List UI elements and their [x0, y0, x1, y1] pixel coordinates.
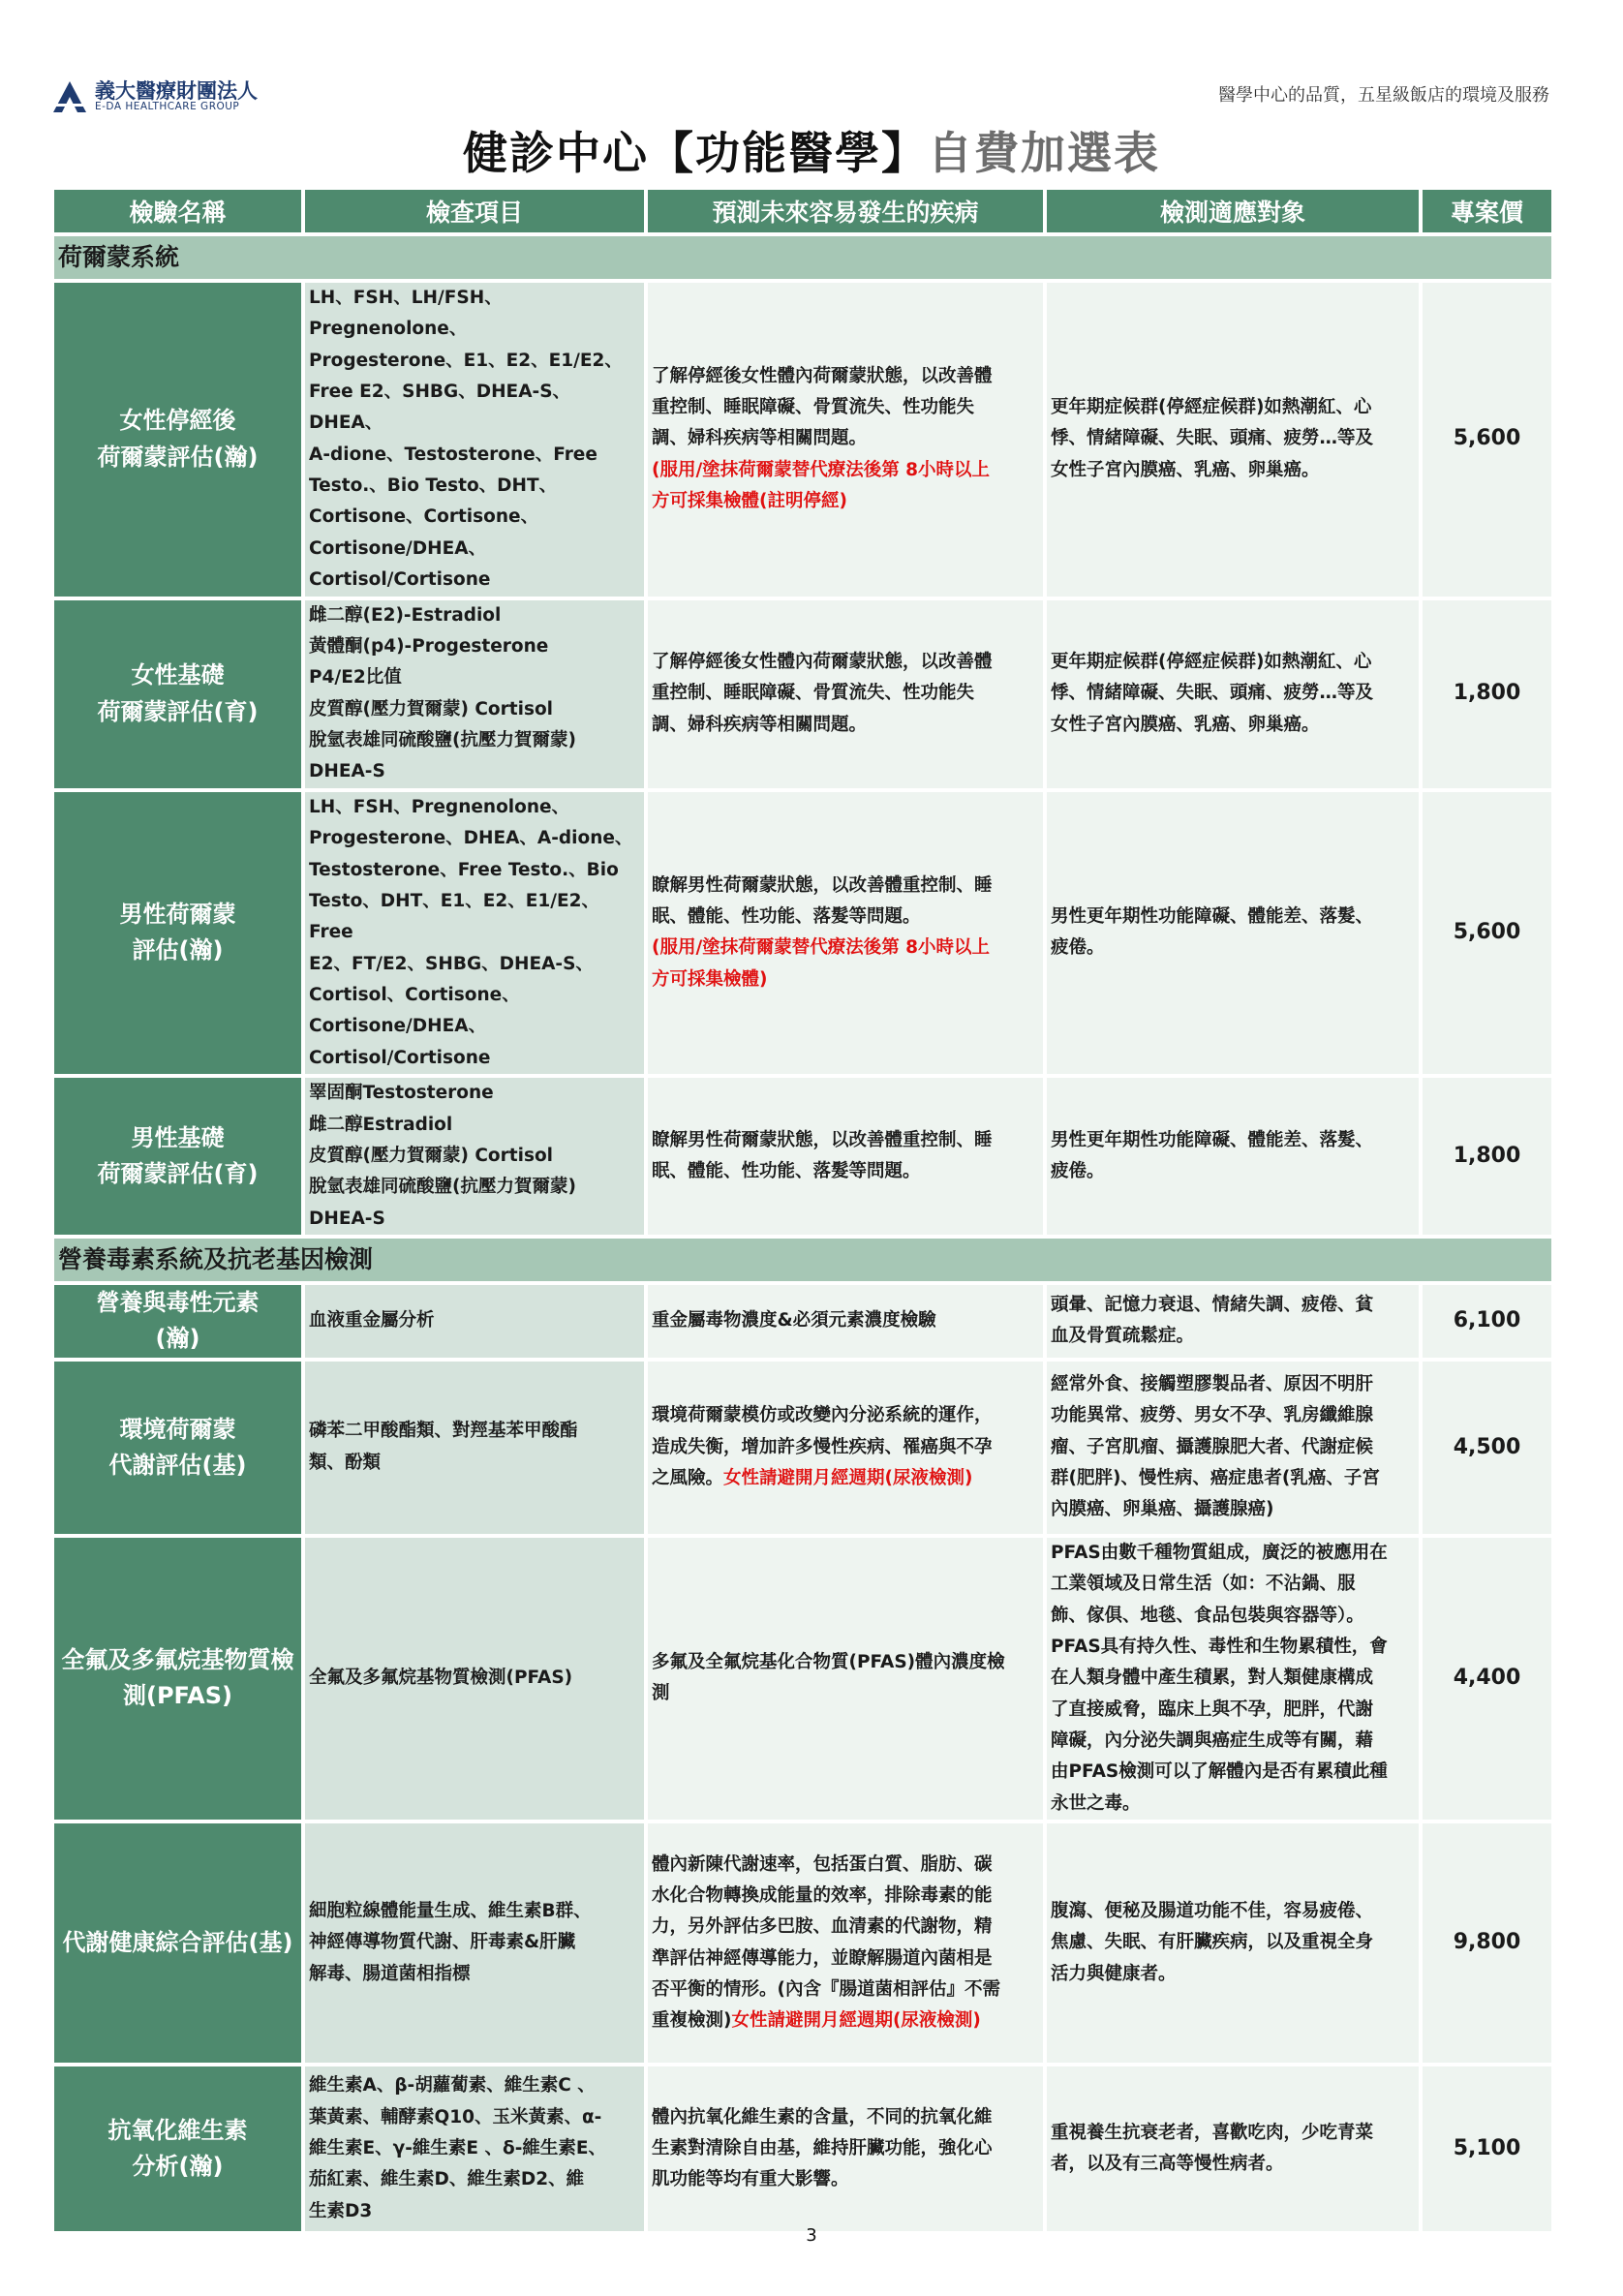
prediction-cell: [648, 283, 1043, 597]
table-row: [54, 1823, 1551, 2063]
table-row: [54, 1078, 1551, 1235]
cell-line: PFAS具有持久性、毒性和生物累積性，會: [1051, 1636, 1388, 1657]
cell-line: 女性基礎: [131, 661, 225, 689]
cell-line: 葉黃素、輔酵素Q10、玉米黃素、α-: [309, 2106, 602, 2128]
cell-line: 體內抗氧化維生素的含量，不同的抗氧化維: [652, 2106, 993, 2128]
cell-line: 瞭解男性荷爾蒙狀態，以改善體重控制、睡: [652, 874, 993, 896]
cell-line: 否平衡的情形。(內含『腸道菌相評估』不需: [652, 1979, 1000, 2000]
cell-line: 女性停經後: [119, 407, 236, 435]
section-row: [54, 1239, 1551, 1281]
target-cell: [1047, 1362, 1419, 1534]
cell-line: 群(肥胖)、慢性病、癌症患者(乳癌、子宮: [1051, 1467, 1380, 1488]
cell-line: 調、婦科疾病等相關問題。: [652, 714, 868, 735]
cell-line: 生素對清除自由基，維持肝臟功能，強化心: [652, 2137, 993, 2158]
cell-line: 男性基礎: [131, 1123, 225, 1151]
prediction-cell: [648, 1823, 1043, 2063]
test-items-cell: [305, 1538, 644, 1820]
cell-line: 瞭解男性荷爾蒙狀態，以改善體重控制、睡: [652, 1129, 993, 1150]
cell-line: 評估(瀚): [132, 936, 224, 964]
cell-line: 女性請避開月經週期(尿液檢測): [723, 1467, 973, 1488]
test-items-cell: [305, 1823, 644, 2063]
cell-line: (服用/塗抹荷爾蒙替代療法後第 8小時以上: [652, 459, 991, 480]
cell-line: 細胞粒線體能量生成、維生素B群、: [309, 1901, 592, 1922]
cell-line: Cortisol、Cortisone、: [309, 985, 520, 1005]
cell-line: 之風險。: [652, 1467, 724, 1488]
cell-line: 準評估神經傳導能力，並瞭解腸道內菌相是: [652, 1947, 993, 1969]
cell-line: 血及骨質疏鬆症。: [1051, 1326, 1195, 1347]
test-name-cell: [54, 792, 301, 1074]
target-cell: [1047, 1078, 1419, 1235]
column-header-target: 檢測適應對象: [1047, 190, 1419, 232]
cell-line: 維生素A、β-胡蘿蔔素、維生素C 、: [309, 2075, 596, 2097]
test-name-cell: [54, 1823, 301, 2063]
target-cell: [1047, 792, 1419, 1074]
table-row: [54, 1538, 1551, 1820]
cell-line: 眠、體能、性功能、落髮等問題。: [652, 906, 921, 928]
cell-line: 了直接威脅，臨床上與不孕，肥胖，代謝: [1051, 1699, 1374, 1720]
column-header-prediction: 預測未來容易發生的疾病: [648, 190, 1043, 232]
cell-line: (瀚): [155, 1325, 200, 1353]
test-items-cell: [305, 600, 644, 788]
title-main: 健診中心【功能醫學】: [463, 127, 928, 179]
cell-line: Free E2、SHBG、DHEA-S、DHEA、: [309, 381, 571, 434]
table-row: [54, 600, 1551, 788]
cell-line: 神經傳導物質代謝、肝毒素&肝臟: [309, 1932, 576, 1953]
cell-line: 體內新陳代謝速率，包括蛋白質、脂肪、碳: [652, 1853, 993, 1875]
column-header-items: 檢查項目: [305, 190, 644, 232]
cell-line: 茄紅素、維生素D、維生素D2、維: [309, 2169, 585, 2190]
title-sub: 自費加選表: [928, 127, 1160, 179]
prediction-cell: [648, 1538, 1043, 1820]
cell-line: 造成失衡，增加許多慢性疾病、罹癌與不孕: [652, 1436, 993, 1457]
cell-line: 疲倦。: [1051, 1161, 1105, 1182]
cell-line: 重金屬毒物濃度&必須元素濃度檢驗: [652, 1310, 936, 1332]
target-cell: [1047, 1285, 1419, 1358]
cell-line: 內膜癌、卵巢癌、攝護腺癌): [1051, 1499, 1274, 1520]
logo-chinese-name: 義大醫療財團法人: [95, 78, 258, 103]
cell-line: 功能異常、疲勞、男女不孕、乳房纖維腺: [1051, 1405, 1374, 1426]
test-items-cell: [305, 2066, 644, 2231]
cell-line: 瘤、子宮肌瘤、攝護腺肥大者、代謝症候: [1051, 1436, 1374, 1457]
cell-line: A-dione、Testosterone、Free: [309, 444, 597, 465]
page-number: 3: [806, 2225, 817, 2246]
cell-line: 全氟及多氟烷基物質檢測(PFAS): [309, 1668, 573, 1689]
cell-line: 測(PFAS): [122, 1682, 233, 1710]
logo-english-name: E-DA HEALTHCARE GROUP: [95, 101, 240, 112]
cell-line: 肌功能等均有重大影響。: [652, 2169, 849, 2190]
cell-line: 脫氫表雄同硫酸鹽(抗壓力賀爾蒙): [309, 730, 576, 750]
price-cell: 9,800: [1423, 1823, 1551, 2063]
prediction-cell: [648, 600, 1043, 788]
cell-line: 類、酚類: [309, 1452, 382, 1473]
table-header-row: [54, 190, 1551, 232]
cell-line: 重控制、睡眠障礙、骨質流失、性功能失: [652, 397, 975, 418]
cell-line: 全氟及多氟烷基物質檢: [61, 1646, 294, 1674]
cell-line: 方可採集檢體(註明停經): [652, 491, 847, 512]
cell-line: 維生素E、γ-維生素E 、δ-維生素E、: [309, 2137, 607, 2158]
cell-line: 悸、情緒障礙、失眠、頭痛、疲勞…等及: [1051, 683, 1374, 704]
test-items-cell: [305, 283, 644, 597]
cell-line: 女性子宮內膜癌、乳癌、卵巢癌。: [1051, 459, 1320, 480]
prediction-cell: [648, 2066, 1043, 2231]
test-name-cell: [54, 1362, 301, 1534]
test-name-cell: [54, 2066, 301, 2231]
prediction-cell: [648, 1362, 1043, 1534]
test-items-cell: [305, 1078, 644, 1235]
cell-line: 環境荷爾蒙: [119, 1415, 236, 1443]
cell-line: 頭暈、記憶力衰退、情緒失調、疲倦、貧: [1051, 1294, 1374, 1315]
cell-line: 活力與健康者。: [1051, 1963, 1177, 1984]
column-header-name: 檢驗名稱: [54, 190, 301, 232]
cell-line: Progesterone、DHEA、A-dione、: [309, 828, 633, 849]
cell-line: 分析(瀚): [132, 2153, 224, 2181]
cell-line: 者，以及有三高等慢性病者。: [1051, 2154, 1284, 2175]
target-cell: [1047, 283, 1419, 597]
cell-line: Testo、DHT、E1、E2、E1/E2、Free: [309, 890, 600, 943]
cell-line: 荷爾蒙評估(育): [97, 697, 259, 725]
test-name-cell: [54, 1078, 301, 1235]
table-row: [54, 792, 1551, 1074]
cell-line: 女性子宮內膜癌、乳癌、卵巢癌。: [1051, 714, 1320, 735]
cell-line: DHEA-S: [309, 1208, 385, 1229]
section-title: 荷爾蒙系統: [54, 236, 1551, 279]
cell-line: LH、FSH、Pregnenolone、: [309, 796, 570, 817]
cell-line: 了解停經後女性體內荷爾蒙狀態，以改善體: [652, 365, 993, 386]
cell-line: 皮質醇(壓力賀爾蒙) Cortisol: [309, 698, 554, 719]
cell-line: 在人類身體中產生積累，對人類健康構成: [1051, 1668, 1374, 1689]
cell-line: 調、婦科疾病等相關問題。: [652, 428, 868, 449]
test-items-cell: [305, 1362, 644, 1534]
cell-line: 飾、傢俱、地毯、食品包裝與容器等）。: [1051, 1605, 1364, 1626]
eda-logo: [50, 76, 258, 118]
price-table: [50, 186, 1555, 2235]
cell-line: 眠、體能、性功能、落髮等問題。: [652, 1161, 921, 1182]
cell-line: PFAS由數千種物質組成，廣泛的被應用在: [1051, 1542, 1388, 1563]
cell-line: 疲倦。: [1051, 937, 1105, 959]
price-cell: 5,600: [1423, 283, 1551, 597]
cell-line: 女性請避開月經週期(尿液檢測): [731, 2010, 981, 2032]
test-name-cell: [54, 283, 301, 597]
price-cell: 6,100: [1423, 1285, 1551, 1358]
cell-line: 解毒、腸道菌相指標: [309, 1963, 471, 1984]
cell-line: 雌二醇(E2)-Estradiol: [309, 604, 502, 626]
cell-line: 重複檢測): [652, 2010, 732, 2032]
cell-line: 血液重金屬分析: [309, 1310, 435, 1332]
cell-line: 男性更年期性功能障礙、體能差、落髮、: [1051, 906, 1374, 928]
cell-line: 更年期症候群(停經症候群)如熱潮紅、心: [1051, 652, 1372, 673]
cell-line: Progesterone、E1、E2、E1/E2、: [309, 350, 623, 371]
cell-line: 水化合物轉換成能量的效率，排除毒素的能: [652, 1884, 993, 1906]
price-cell: 4,400: [1423, 1538, 1551, 1820]
cell-line: 皮質醇(壓力賀爾蒙) Cortisol: [309, 1145, 554, 1166]
test-name-cell: [54, 1285, 301, 1358]
target-cell: [1047, 1823, 1419, 2063]
cell-line: 腹瀉、便秘及腸道功能不佳，容易疲倦、: [1051, 1901, 1374, 1922]
cell-line: Testosterone、Free Testo.、Bio: [309, 859, 619, 880]
cell-line: 重視養生抗衰老者，喜歡吃肉，少吃青菜: [1051, 2122, 1374, 2143]
table-row: [54, 1362, 1551, 1534]
cell-line: 工業領域及日常生活（如：不沾鍋、服: [1051, 1574, 1356, 1595]
cell-line: P4/E2比值: [309, 667, 402, 689]
prediction-cell: [648, 1078, 1043, 1235]
cell-line: 雌二醇Estradiol: [309, 1114, 453, 1135]
cell-line: 更年期症候群(停經症候群)如熱潮紅、心: [1051, 397, 1372, 418]
table-row: [54, 1285, 1551, 1358]
prediction-cell: [648, 1285, 1043, 1358]
page-title: [0, 118, 1623, 182]
table-body: [54, 236, 1551, 2231]
target-cell: [1047, 2066, 1419, 2231]
price-cell: 1,800: [1423, 600, 1551, 788]
column-header-price: 專案價: [1423, 190, 1551, 232]
price-cell: 5,100: [1423, 2066, 1551, 2231]
cell-line: 障礙，內分泌失調與癌症生成等有關，藉: [1051, 1730, 1374, 1751]
cell-line: 經常外食、接觸塑膠製品者、原因不明肝: [1051, 1373, 1374, 1394]
cell-line: 由PFAS檢測可以了解體內是否有累積此種: [1051, 1761, 1388, 1783]
test-name-cell: [54, 1538, 301, 1820]
cell-line: 重控制、睡眠障礙、骨質流失、性功能失: [652, 683, 975, 704]
section-title: 營養毒素系統及抗老基因檢測: [54, 1239, 1551, 1281]
cell-line: 男性荷爾蒙: [119, 901, 236, 929]
cell-line: Testo.、Bio Testo、DHT、: [309, 475, 558, 496]
cell-line: Cortisone/DHEA、Cortisol/Cortisone: [309, 1016, 491, 1068]
prediction-cell: [648, 792, 1043, 1074]
cell-line: 多氟及全氟烷基化合物質(PFAS)體內濃度檢: [652, 1652, 1005, 1673]
cell-line: 代謝健康綜合評估(基): [62, 1929, 293, 1957]
cell-line: 磷苯二甲酸酯類、對羥基苯甲酸酯: [309, 1421, 578, 1442]
price-cell: 1,800: [1423, 1078, 1551, 1235]
cell-line: 永世之毒。: [1051, 1792, 1141, 1814]
price-cell: 5,600: [1423, 792, 1551, 1074]
cell-line: (服用/塗抹荷爾蒙替代療法後第 8小時以上: [652, 937, 991, 959]
cell-line: 焦慮、失眠、有肝臟疾病，以及重視全身: [1051, 1932, 1374, 1953]
cell-line: 測: [652, 1683, 670, 1704]
cell-line: 睪固酮Testosterone: [309, 1083, 494, 1104]
header-slogan: 醫學中心的品質，五星級飯店的環境及服務: [1218, 85, 1549, 106]
cell-line: LH、FSH、LH/FSH、Pregnenolone、: [309, 287, 503, 340]
cell-line: 方可採集檢體): [652, 968, 768, 990]
cell-line: 悸、情緒障礙、失眠、頭痛、疲勞…等及: [1051, 428, 1374, 449]
cell-line: 抗氧化維生素: [107, 2116, 248, 2144]
eda-logo-icon: [50, 77, 89, 116]
cell-line: Cortisone、Cortisone、: [309, 506, 539, 528]
cell-line: 生素D3: [309, 2200, 373, 2221]
test-name-cell: [54, 600, 301, 788]
target-cell: [1047, 600, 1419, 788]
cell-line: 荷爾蒙評估(育): [97, 1160, 259, 1188]
cell-line: 黃體酮(p4)-Progesterone: [309, 635, 549, 657]
cell-line: 營養與毒性元素: [96, 1289, 260, 1317]
cell-line: 代謝評估(基): [108, 1451, 247, 1479]
test-items-cell: [305, 792, 644, 1074]
cell-line: E2、FT/E2、SHBG、DHEA-S、: [309, 953, 594, 974]
cell-line: 力，另外評估多巴胺、血清素的代謝物，精: [652, 1916, 993, 1938]
cell-line: 荷爾蒙評估(瀚): [97, 443, 259, 471]
cell-line: DHEA-S: [309, 761, 385, 782]
target-cell: [1047, 1538, 1419, 1820]
cell-line: 了解停經後女性體內荷爾蒙狀態，以改善體: [652, 652, 993, 673]
section-row: [54, 236, 1551, 279]
test-items-cell: [305, 1285, 644, 1358]
cell-line: Cortisone/DHEA、Cortisol/Cortisone: [309, 537, 491, 591]
table-row: [54, 283, 1551, 597]
cell-line: 男性更年期性功能障礙、體能差、落髮、: [1051, 1129, 1374, 1150]
cell-line: 脫氫表雄同硫酸鹽(抗壓力賀爾蒙): [309, 1177, 576, 1198]
table-row: [54, 2066, 1551, 2231]
price-cell: 4,500: [1423, 1362, 1551, 1534]
cell-line: 環境荷爾蒙模仿或改變內分泌系統的運作，: [652, 1405, 993, 1426]
